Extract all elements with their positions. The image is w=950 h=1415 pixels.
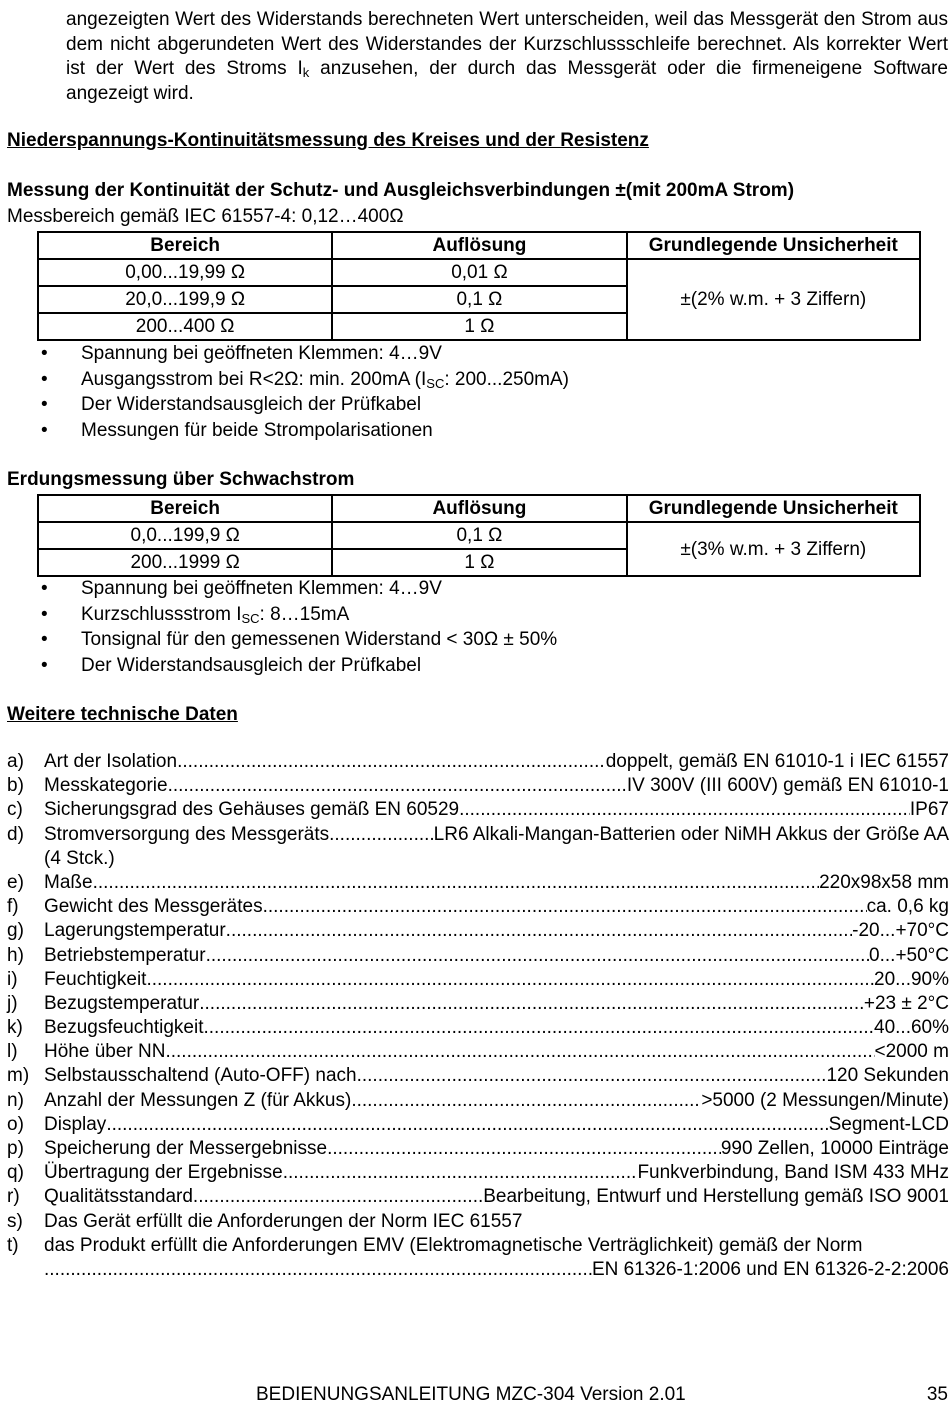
- header-uncertainty: Grundlegende Unsicherheit: [627, 495, 920, 522]
- bullet-text: : 200...250mA): [444, 368, 569, 390]
- spec-value: EN 61326-1:2006 und EN 61326-2-2:2006: [591, 1258, 949, 1280]
- spec-label: Gewicht des Messgerätes: [44, 896, 263, 918]
- spec-value: IV 300V (III 600V) gemäß EN 61010-1: [626, 775, 949, 797]
- intro-text-1: angezeigten Wert des Widerstands berechneten Wert unterscheiden, weil das Messgerät den Strom aus dem nicht abgerundeten Wert des Widerstandes der Kurzschlussschleife berechnet. Als korrekter Wert ist der Wert des Stroms I: [66, 9, 948, 79]
- leader-dots: [177, 750, 606, 774]
- spec-letter: m): [7, 1065, 30, 1087]
- leader-dots: [357, 1064, 827, 1088]
- spec-value: 120 Sekunden: [826, 1065, 949, 1087]
- spec-letter: l): [7, 1041, 18, 1063]
- spec-row-d: [7, 823, 949, 847]
- leader-dots: [93, 871, 820, 895]
- leader-dots: [226, 919, 852, 943]
- spec-letter: r): [7, 1186, 20, 1208]
- spec-value: Funkverbindung, Band ISM 433 MHz: [637, 1162, 949, 1184]
- spec-row-t: [7, 1234, 949, 1258]
- spec-value: >5000 (2 Messungen/Minute): [701, 1089, 949, 1111]
- spec-label: Betriebstemperatur: [44, 944, 206, 966]
- cell-resolution: 0,01 Ω: [332, 259, 626, 286]
- spec-value: doppelt, gemäß EN 61010-1 i IEC 61557: [605, 751, 949, 772]
- spec-row-m: [7, 1064, 949, 1088]
- header-resolution: Auflösung: [332, 232, 626, 259]
- cell-resolution: 0,1 Ω: [332, 286, 626, 313]
- leader-dots: [199, 992, 864, 1016]
- cell-resolution: 1 Ω: [332, 549, 626, 576]
- spec-label: Stromversorgung des Messgeräts: [44, 823, 330, 845]
- spec-row-i: [7, 968, 949, 992]
- list-item: • Spannung bei geöffneten Klemmen: 4…9V: [41, 578, 442, 599]
- cell-range: 0,00...19,99 Ω: [38, 259, 332, 286]
- intro-paragraph: [66, 8, 948, 106]
- further-heading: Weitere technische Daten: [7, 704, 238, 725]
- cell-range: 200...1999 Ω: [38, 549, 332, 576]
- bullet-text: Der Widerstandsausgleich der Prüfkabel: [81, 394, 422, 415]
- cell-uncertainty: ±(2% w.m. + 3 Ziffern): [627, 259, 920, 340]
- spec-label: Art der Isolation: [44, 751, 178, 772]
- cell-uncertainty: ±(3% w.m. + 3 Ziffern): [627, 522, 920, 576]
- spec-row-b: [7, 774, 949, 798]
- spec-label: Selbstausschaltend (Auto-OFF) nach: [44, 1065, 357, 1087]
- spec-letter: a): [7, 751, 24, 772]
- footer-title: BEDIENUNGSANLEITUNG MZC-304 Version 2.01: [256, 1384, 686, 1405]
- list-item: • Tonsignal für den gemessenen Widerstand < 30Ω ± 50%: [41, 629, 558, 650]
- spec-letter: i): [7, 968, 18, 990]
- spec-row-g: [7, 919, 949, 943]
- intro-text-2: anzusehen, der durch das Messgerät oder die firmeneigene Software angezeigt wird.: [66, 58, 948, 104]
- spec-row-f: [7, 895, 949, 919]
- spec-letter: n): [7, 1089, 24, 1111]
- spec-value: Bearbeitung, Entwurf und Herstellung gemäß ISO 9001: [483, 1186, 949, 1208]
- spec-letter: t): [7, 1234, 19, 1256]
- spec-label: Übertragung der Ergebnisse: [44, 1162, 283, 1184]
- spec-row-p: [7, 1137, 949, 1161]
- spec-row-e: [7, 871, 949, 895]
- spec-value: Segment-LCD: [828, 1113, 949, 1135]
- cell-range: 200...400 Ω: [38, 313, 332, 340]
- leader-dots: [329, 823, 434, 847]
- spec-row-o: [7, 1113, 949, 1137]
- spec-row-t-continuation: [7, 1258, 949, 1282]
- bullet-text: Spannung bei geöffneten Klemmen: 4…9V: [81, 578, 442, 599]
- header-uncertainty: Grundlegende Unsicherheit: [627, 232, 920, 259]
- spec-row-q: [7, 1161, 949, 1185]
- list-item: • Messungen für beide Strompolarisationen: [41, 419, 433, 441]
- header-range: Bereich: [38, 495, 332, 522]
- leader-dots: [351, 1089, 701, 1113]
- leader-dots: [204, 1016, 875, 1040]
- spec-letter: b): [7, 775, 24, 797]
- header-range: Bereich: [38, 232, 332, 259]
- list-item: • Der Widerstandsausgleich der Prüfkabel: [41, 654, 422, 676]
- spec-row-l: [7, 1040, 949, 1064]
- spec-label: Anzahl der Messungen Z (für Akkus): [44, 1089, 352, 1111]
- spec-label: Display: [44, 1113, 107, 1135]
- spec-row-j: [7, 992, 949, 1016]
- spec-list: [7, 750, 949, 1282]
- leader-dots: [327, 1137, 721, 1161]
- spec-value: <2000 m: [874, 1041, 949, 1063]
- spec-value: +23 ± 2°C: [863, 992, 949, 1014]
- spec-text: Das Gerät erfüllt die Anforderungen der Norm IEC 61557: [44, 1210, 523, 1232]
- spec-label: Qualitätsstandard: [44, 1186, 193, 1208]
- spec-value: 40...60%: [874, 1017, 949, 1039]
- cell-range: 20,0...199,9 Ω: [38, 286, 332, 313]
- bullet-text: : 8…15mA: [259, 603, 350, 625]
- bullet-text: Ausgangsstrom bei R<2Ω: min. 200mA (I: [81, 368, 427, 390]
- spec-value: 20...90%: [874, 968, 949, 990]
- spec-letter: g): [7, 920, 24, 942]
- continuity-bullets: [37, 341, 569, 443]
- leader-dots: [206, 944, 869, 968]
- leader-dots: [165, 1040, 874, 1064]
- leader-dots: [459, 798, 910, 822]
- spec-letter: k): [7, 1017, 23, 1039]
- leader-dots: [263, 895, 867, 919]
- continuity-range-note: Messbereich gemäß IEC 61557-4: 0,12…400Ω: [7, 206, 404, 227]
- spec-label: Maße: [44, 871, 93, 893]
- spec-value: IP67: [909, 799, 949, 821]
- spec-letter: p): [7, 1138, 24, 1159]
- spec-row-r: [7, 1185, 949, 1209]
- section-heading-continuity: Niederspannungs-Kontinuitätsmessung des Kreises und der Resistenz: [7, 130, 649, 151]
- table-header-row: [38, 495, 920, 522]
- list-item: • Ausgangsstrom bei R<2Ω: min. 200mA ($I_{SC}$: 200...250mA): [41, 368, 569, 391]
- spec-letter: s): [7, 1210, 23, 1232]
- spec-label: Höhe über NN: [44, 1041, 166, 1063]
- spec-row-n: [7, 1089, 949, 1113]
- cell-resolution: 1 Ω: [332, 313, 626, 340]
- bullet-text: Messungen für beide Strompolarisationen: [81, 419, 433, 441]
- earth-heading: Erdungsmessung über Schwachstrom: [7, 469, 355, 490]
- page-number: 35: [926, 1384, 948, 1405]
- leader-dots: [44, 1258, 592, 1282]
- cell-range: 0,0...199,9 Ω: [38, 522, 332, 549]
- list-item: • Der Widerstandsausgleich der Prüfkabel: [41, 394, 422, 415]
- bullet-text: Der Widerstandsausgleich der Prüfkabel: [81, 654, 422, 676]
- spec-row-k: [7, 1016, 949, 1040]
- spec-text: das Produkt erfüllt die Anforderungen EMV (Elektromagnetische Verträglichkeit) gemäß der Norm: [44, 1234, 863, 1256]
- spec-value: LR6 Alkali-Mangan-Batterien oder NiMH Akkus der Größe AA: [433, 823, 949, 845]
- bullet-text: Spannung bei geöffneten Klemmen: 4…9V: [81, 343, 442, 364]
- table-row: [38, 259, 920, 286]
- spec-letter: c): [7, 799, 23, 821]
- bullet-subscript: SC: [426, 375, 445, 391]
- intro-subscript: k: [302, 65, 310, 80]
- spec-value: 220x98x58 mm: [819, 871, 949, 893]
- continuity-table: [37, 231, 921, 341]
- spec-letter: f): [7, 896, 19, 918]
- list-item: • Kurzschlussstrom $I_{SC}$: 8…15mA: [41, 603, 350, 626]
- spec-letter: j): [7, 992, 18, 1014]
- cell-resolution: 0,1 Ω: [332, 522, 626, 549]
- leader-dots: [283, 1161, 638, 1185]
- earth-bullets: [37, 576, 557, 678]
- spec-value: -20...+70°C: [852, 920, 949, 942]
- spec-row-d-continuation: (4 Stck.): [44, 847, 115, 869]
- spec-label: Feuchtigkeit: [44, 968, 147, 990]
- spec-value: 0...+50°C: [869, 944, 949, 966]
- spec-label: Lagerungstemperatur: [44, 920, 226, 942]
- bullet-text: Tonsignal für den gemessenen Widerstand < 30Ω ± 50%: [81, 629, 558, 650]
- list-item: • Spannung bei geöffneten Klemmen: 4…9V: [41, 343, 442, 364]
- spec-row-h: [7, 944, 949, 968]
- spec-label: Messkategorie: [44, 775, 168, 797]
- spec-row-s: [7, 1210, 949, 1234]
- table-header-row: [38, 232, 920, 259]
- continuity-heading: Messung der Kontinuität der Schutz- und Ausgleichsverbindungen ±(mit 200mA Strom): [7, 180, 795, 201]
- spec-value: 990 Zellen, 10000 Einträge: [720, 1138, 949, 1159]
- spec-letter: o): [7, 1113, 24, 1135]
- table-row: [38, 522, 920, 549]
- bullet-text: Kurzschlussstrom I: [81, 603, 242, 625]
- spec-value: ca. 0,6 kg: [866, 896, 949, 918]
- spec-label: Speicherung der Messergebnisse: [44, 1138, 328, 1159]
- spec-letter: d): [7, 823, 24, 845]
- earth-table: [37, 494, 921, 577]
- leader-dots: [193, 1185, 483, 1209]
- spec-label: Bezugstemperatur: [44, 992, 200, 1014]
- leader-dots: [106, 1113, 828, 1137]
- header-resolution: Auflösung: [332, 495, 626, 522]
- spec-letter: h): [7, 944, 24, 966]
- leader-dots: [146, 968, 874, 992]
- spec-row-a: [7, 750, 949, 774]
- leader-dots: [168, 774, 627, 798]
- spec-row-c: [7, 798, 949, 822]
- spec-label: Bezugsfeuchtigkeit: [44, 1017, 204, 1039]
- spec-letter: q): [7, 1162, 24, 1184]
- spec-letter: e): [7, 871, 24, 893]
- bullet-subscript: SC: [241, 610, 260, 626]
- spec-label: Sicherungsgrad des Gehäuses gemäß EN 60529: [44, 799, 460, 821]
